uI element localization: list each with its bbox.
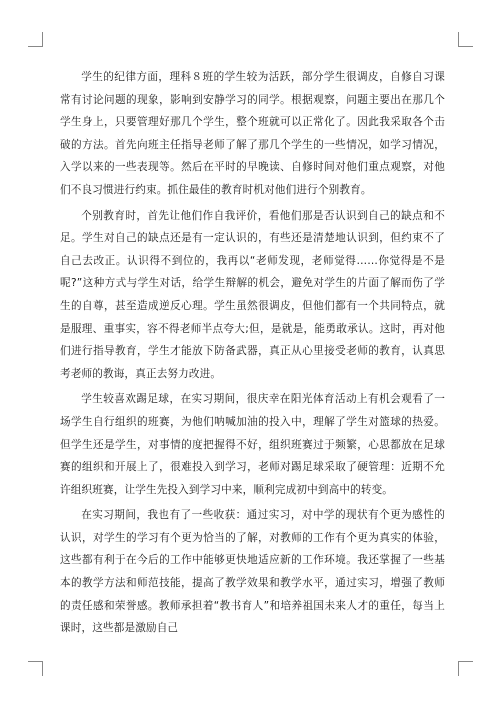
crop-mark-bottom-right xyxy=(458,661,473,676)
paragraph-gains: 在实习期间，我也有了一些收获：通过实习，对中学的现状有个更为感性的认识，对学生的学习有个更为恰当的了解，对教师的工作有个更为真实的体验，这些都有利于在今后的工作中能够更快地适应新的工作环境。我还掌握了一些基本的教学方法和师范技能，提高了教学效果和教学水平，通过实习，增强了教师的责任感和荣誉感。教师承担着“教书育人”和培养祖国未来人才的重任，每当上课时，这些都是激励自己 xyxy=(60,509,445,635)
crop-mark-bottom-left xyxy=(28,661,43,676)
crop-mark-top-right xyxy=(458,32,473,47)
crop-mark-top-left xyxy=(28,32,43,47)
paragraph-individual-education: 个别教育时，首先让他们作自我评价，看他们那是否认识到自己的缺点和不足。学生对自己的缺点还是有一定认识的，有些还是清楚地认识到，但约束不了自己去改正。认识得不到位的，我再以“老师发现，老师觉得……你觉得是不是呢?”这种方式与学生对话，给学生辩解的机会，避免对学生的片面了解而伤了学生的自尊，甚至造成逆反心理。学生虽然很调皮，但他们都有一个共同特点，就是服理、重事实，容不得老师半点夸大;但，是就是，能勇敢承认。这时，再对他们进行指导教育，学生才能放下防备武器，真正从心里接受老师的教育，认真思考老师的教诲，真正去努力改进。 xyxy=(60,209,445,380)
paragraph-discipline: 学生的纪律方面，理科８班的学生较为活跃，部分学生很调皮，自修自习课常有讨论问题的现象，影响到安静学习的同学。根据观察，问题主要出在那几个学生身上，只要管理好那几个学生，整个班就可以正常化了。因此我采取各个击破的方法。首先向班主任指导老师了解了那几个学生的一些情况，如学习情况，入学以来的一些表现等。然后在平时的早晚读、自修时间对他们重点观察，对他们不良习惯进行约束。抓住最佳的教育时机对他们进行个别教育。 xyxy=(60,71,445,196)
document-body xyxy=(60,66,445,643)
paragraph-football: 学生较喜欢踢足球，在实习期间，很庆幸在阳光体育活动上有机会观看了一场学生自行组织的班赛，为他们呐喊加油的投入中，理解了学生对篮球的热爱。但学生还是学生，对事情的度把握得不好，组织班赛过于频繁，心思都放在足球赛的组织和开展上了，很难投入到学习，老师对踢足球采取了硬管理：近期不允许组织班赛，让学生先投入到学习中来，顺利完成初中到高中的转变。 xyxy=(60,393,445,496)
